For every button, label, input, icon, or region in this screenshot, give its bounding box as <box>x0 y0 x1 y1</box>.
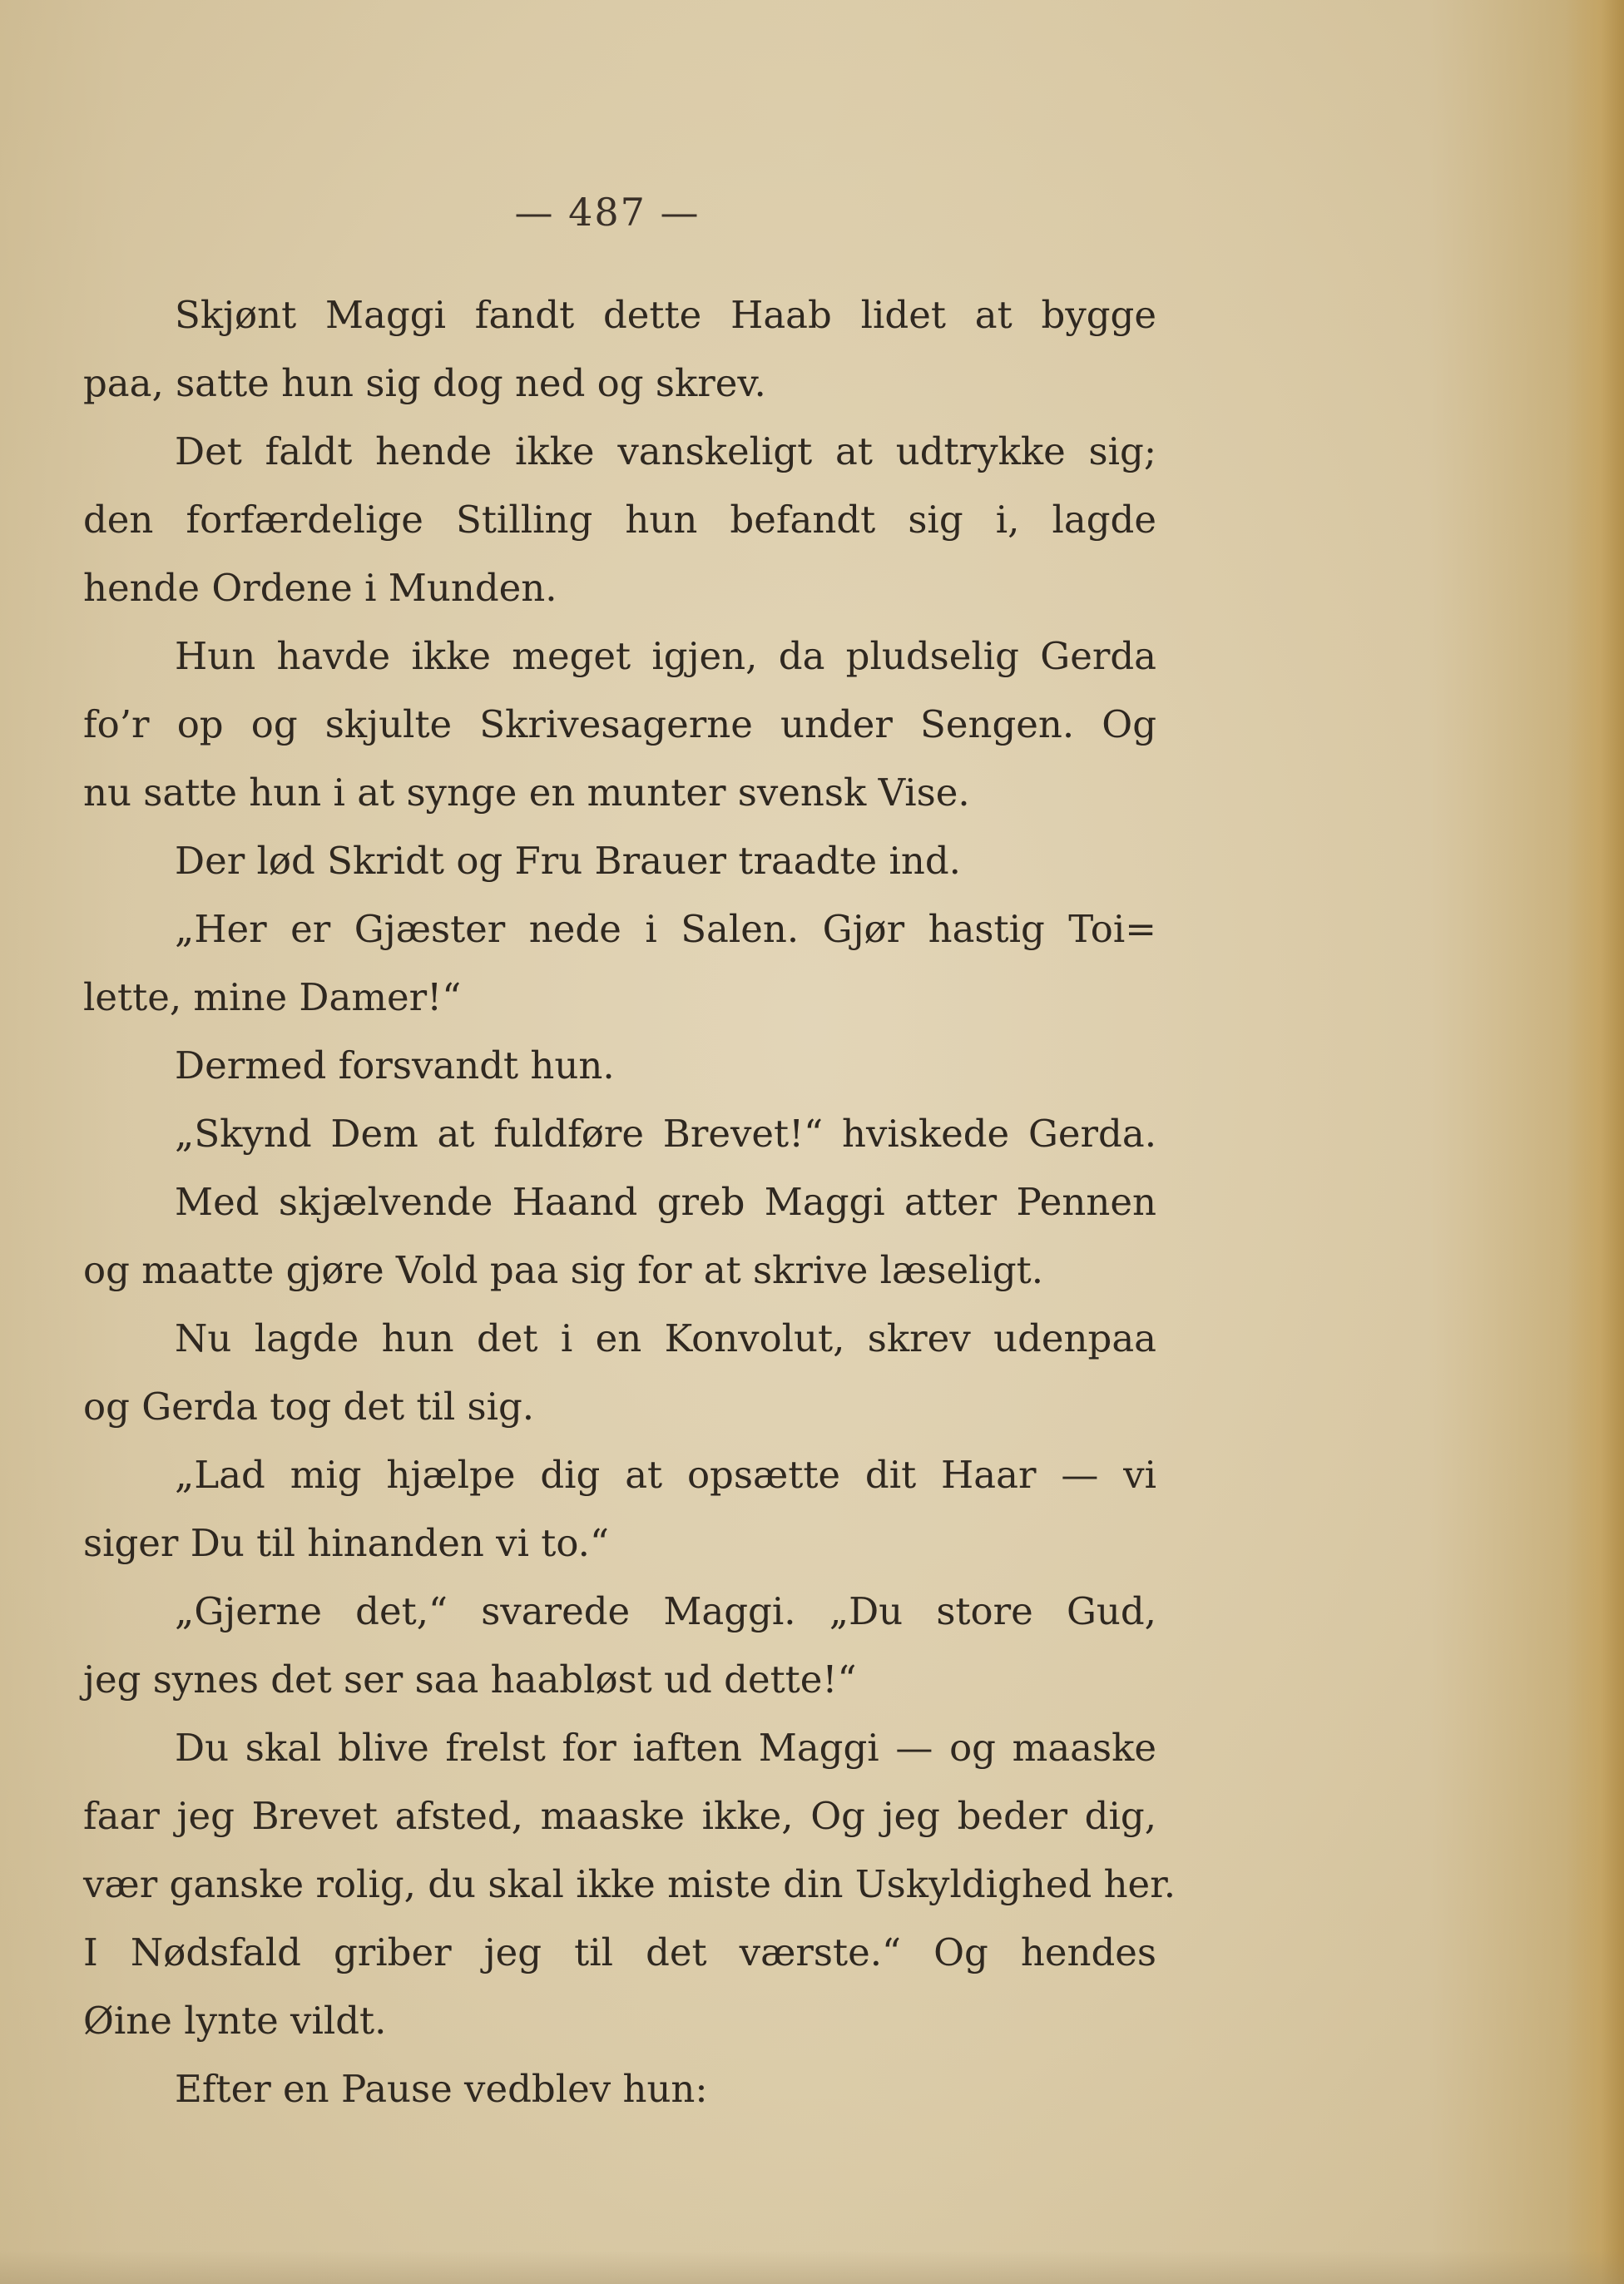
text-line <box>83 827 1156 895</box>
text-line-content: Nu lagde hun det i en Konvolut, skrev udenpaa <box>175 1316 1156 1360</box>
text-line <box>83 1987 1156 2055</box>
page-number: — 487 — <box>514 190 701 235</box>
text-line-content: Det faldt hende ikke vanskeligt at udtrykke sig; <box>175 429 1156 473</box>
text-line <box>83 1100 1156 1168</box>
text-line-content: Du skal blive frelst for iaften Maggi — og maaske <box>175 1726 1156 1770</box>
text-line-content: Der lød Skridt og Fru Brauer traadte ind. <box>175 839 961 883</box>
text-line-content: Med skjælvende Haand greb Maggi atter Pennen <box>175 1180 1156 1224</box>
text-line <box>83 759 1156 827</box>
text-line-content: paa, satte hun sig dog ned og skrev. <box>83 361 766 405</box>
text-line-content: „Skynd Dem at fuldføre Brevet!“ hviskede Gerda. <box>175 1112 1156 1156</box>
text-line <box>83 1578 1156 1646</box>
text-line <box>83 1646 1156 1714</box>
text-line <box>83 281 1156 349</box>
page-edge-bottom <box>0 2251 1624 2284</box>
text-line <box>83 1168 1156 1236</box>
text-line <box>83 486 1156 554</box>
text-line <box>83 1236 1156 1305</box>
text-line-content: og Gerda tog det til sig. <box>83 1385 535 1429</box>
text-line <box>83 554 1156 622</box>
text-line <box>83 622 1156 691</box>
text-line-content: og maatte gjøre Vold paa sig for at skrive læseligt. <box>83 1248 1044 1292</box>
text-line <box>83 349 1156 418</box>
text-line-content: vær ganske rolig, du skal ikke miste din Uskyldighed her. <box>83 1862 1176 1906</box>
text-line-content: Dermed forsvandt hun. <box>175 1043 615 1088</box>
text-line-content: „Her er Gjæster nede i Salen. Gjør hastig Toi= <box>175 907 1156 951</box>
text-line <box>83 1032 1156 1100</box>
body-text <box>83 281 1176 2123</box>
text-line <box>83 691 1156 759</box>
text-line <box>83 895 1156 964</box>
text-line-content: Øine lynte vildt. <box>83 1999 387 2043</box>
text-line-content: Hun havde ikke meget igjen, da pludselig Gerda <box>175 634 1156 678</box>
text-line-content: hende Ordene i Munden. <box>83 566 557 610</box>
text-line-content: Skjønt Maggi fandt dette Haab lidet at bygge <box>175 293 1156 337</box>
text-line-content: fo’r op og skjulte Skrivesagerne under Sengen. Og <box>83 702 1156 746</box>
text-line <box>83 1441 1156 1509</box>
text-line-content: „Lad mig hjælpe dig at opsætte dit Haar — vi <box>175 1453 1156 1497</box>
text-line-content: nu satte hun i at synge en munter svensk Vise. <box>83 770 970 815</box>
text-line <box>83 964 1156 1032</box>
text-line <box>83 1714 1156 1782</box>
text-line-content: den forfærdelige Stilling hun befandt sig i, lagde <box>83 498 1156 542</box>
text-line-content: Efter en Pause vedblev hun: <box>175 2067 708 2111</box>
text-line <box>83 1919 1156 1987</box>
text-line <box>83 1782 1156 1850</box>
text-line-content: jeg synes det ser saa haabløst ud dette!“ <box>83 1657 857 1702</box>
text-line <box>83 1509 1156 1578</box>
text-line <box>83 1305 1156 1373</box>
text-line-content: faar jeg Brevet afsted, maaske ikke, Og jeg beder dig, <box>83 1794 1156 1838</box>
text-line <box>83 1373 1156 1441</box>
text-line-content: lette, mine Damer!“ <box>83 975 462 1019</box>
text-line <box>83 2055 1156 2123</box>
text-line-content: I Nødsfald griber jeg til det værste.“ Og hendes <box>83 1930 1156 1974</box>
page-edge-right <box>1566 0 1624 2284</box>
text-line-content: „Gjerne det,“ svarede Maggi. „Du store Gud, <box>175 1589 1156 1633</box>
text-line <box>83 418 1156 486</box>
text-line <box>83 1850 1176 1919</box>
text-line-content: siger Du til hinanden vi to.“ <box>83 1521 609 1565</box>
